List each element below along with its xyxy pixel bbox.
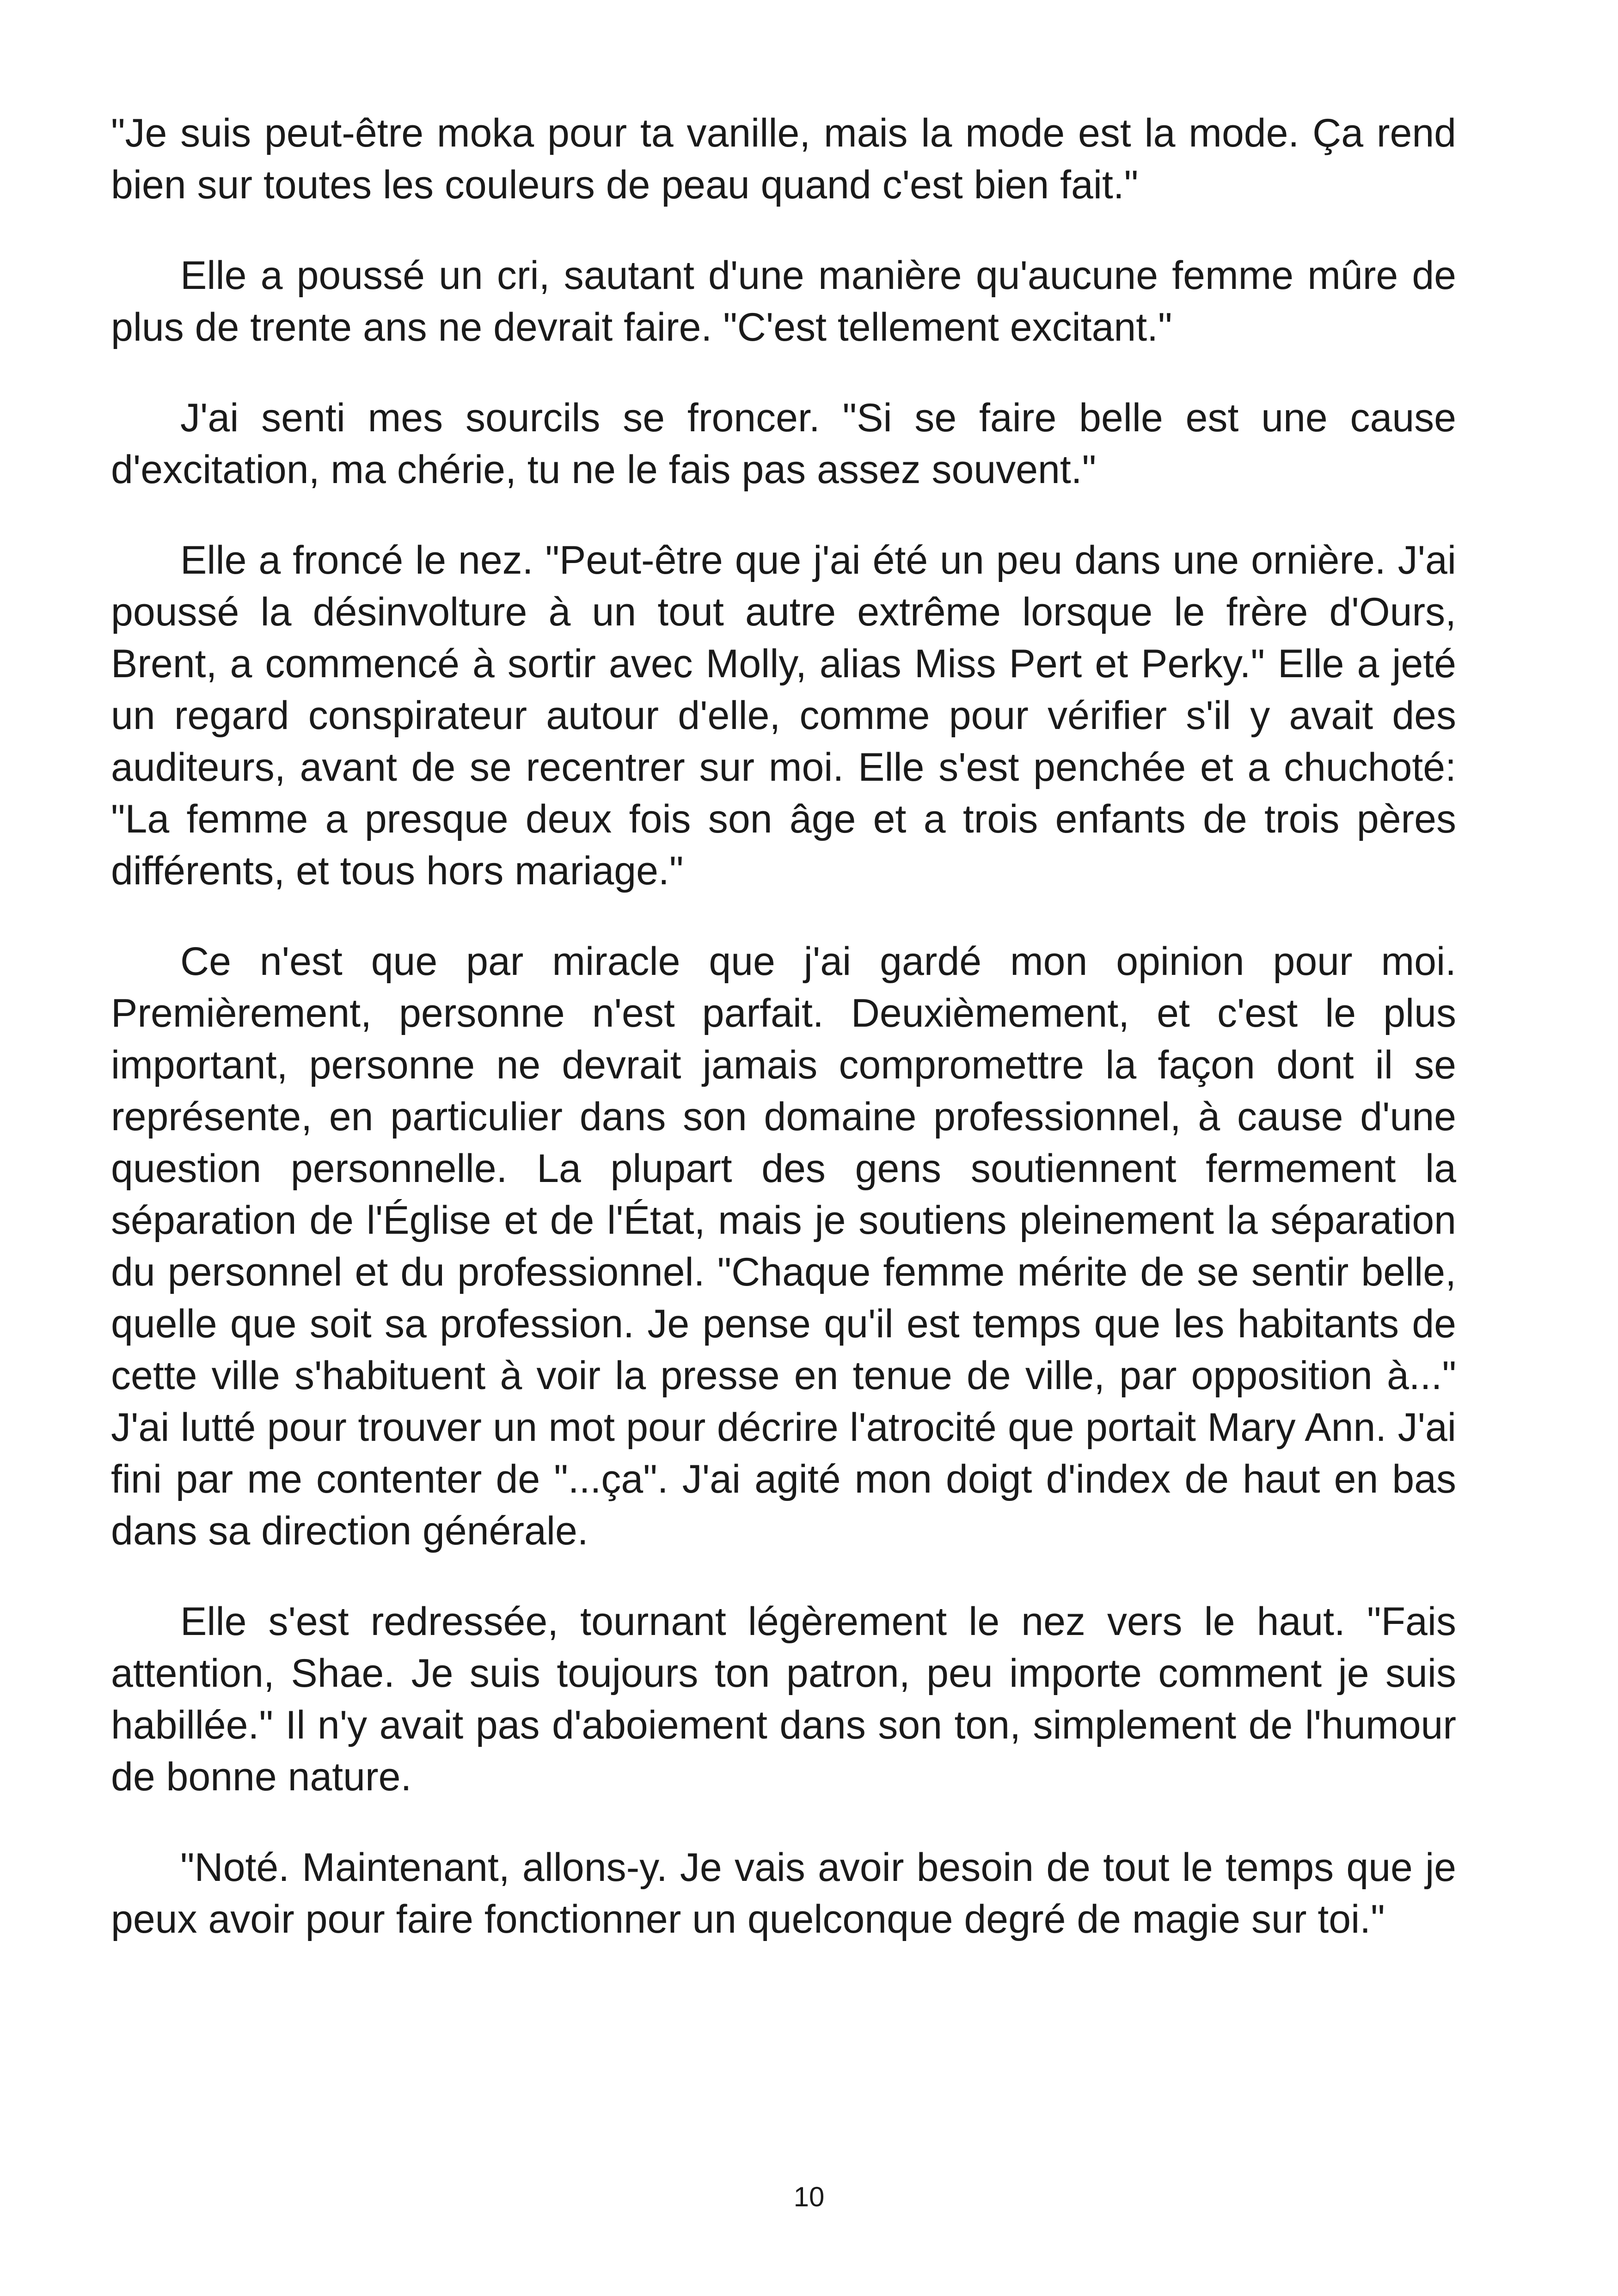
page-number: 10 [793, 2181, 825, 2212]
paragraph: "Noté. Maintenant, allons-y. Je vais avoir besoin de tout le temps que je peux avoir pour faire fonctionner un quelconque degré de magie sur toi." [111, 1845, 1456, 1941]
paragraph: Elle a poussé un cri, sautant d'une manière qu'aucune femme mûre de plus de trente ans ne devrait faire. "C'est tellement excitant." [111, 253, 1456, 349]
paragraph: Elle s'est redressée, tournant légèrement le nez vers le haut. "Fais attention, Shae. Je suis toujours ton patron, peu importe comment je suis habillée." Il n'y avait pas d'aboiement dans son ton, simplement de l'humour de bonne nature. [111, 1599, 1456, 1799]
paragraph: Elle a froncé le nez. "Peut-être que j'ai été un peu dans une ornière. J'ai poussé la désinvolture à un tout autre extrême lorsque le frère d'Ours, Brent, a commencé à sortir avec Molly, alias Miss Pert et Perky." Elle a jeté un regard conspirateur autour d'elle, comme pour vérifier s'il y avait des auditeurs, avant de se recentrer sur moi. Elle s'est penchée et a chuchoté: "La femme a presque deux fois son âge et a trois enfants de trois pères différents, et tous hors mariage." [111, 538, 1456, 893]
paragraph: "Je suis peut-être moka pour ta vanille, mais la mode est la mode. Ça rend bien sur toutes les couleurs de peau quand c'est bien fait." [111, 111, 1456, 207]
paragraph: J'ai senti mes sourcils se froncer. "Si se faire belle est une cause d'excitation, ma chérie, tu ne le fais pas assez souvent." [111, 396, 1456, 492]
body-text [111, 107, 1456, 1984]
paragraph: Ce n'est que par miracle que j'ai gardé mon opinion pour moi. Premièrement, personne n'est parfait. Deuxièmement, et c'est le plus important, personne ne devrait jamais compromettre la façon dont il se représente, en particulier dans son domaine professionnel, à cause d'une question personnelle. La plupart des gens soutiennent fermement la séparation de l'Église et de l'État, mais je soutiens pleinement la séparation du personnel et du professionnel. "Chaque femme mérite de se sentir belle, quelle que soit sa profession. Je pense qu'il est temps que les habitants de cette ville s'habituent à voir la presse en tenue de ville, par opposition à..." J'ai lutté pour trouver un mot pour décrire l'atrocité que portait Mary Ann. J'ai fini par me contenter de "...ça". J'ai agité mon doigt d'index de haut en bas dans sa direction générale. [111, 939, 1456, 1553]
